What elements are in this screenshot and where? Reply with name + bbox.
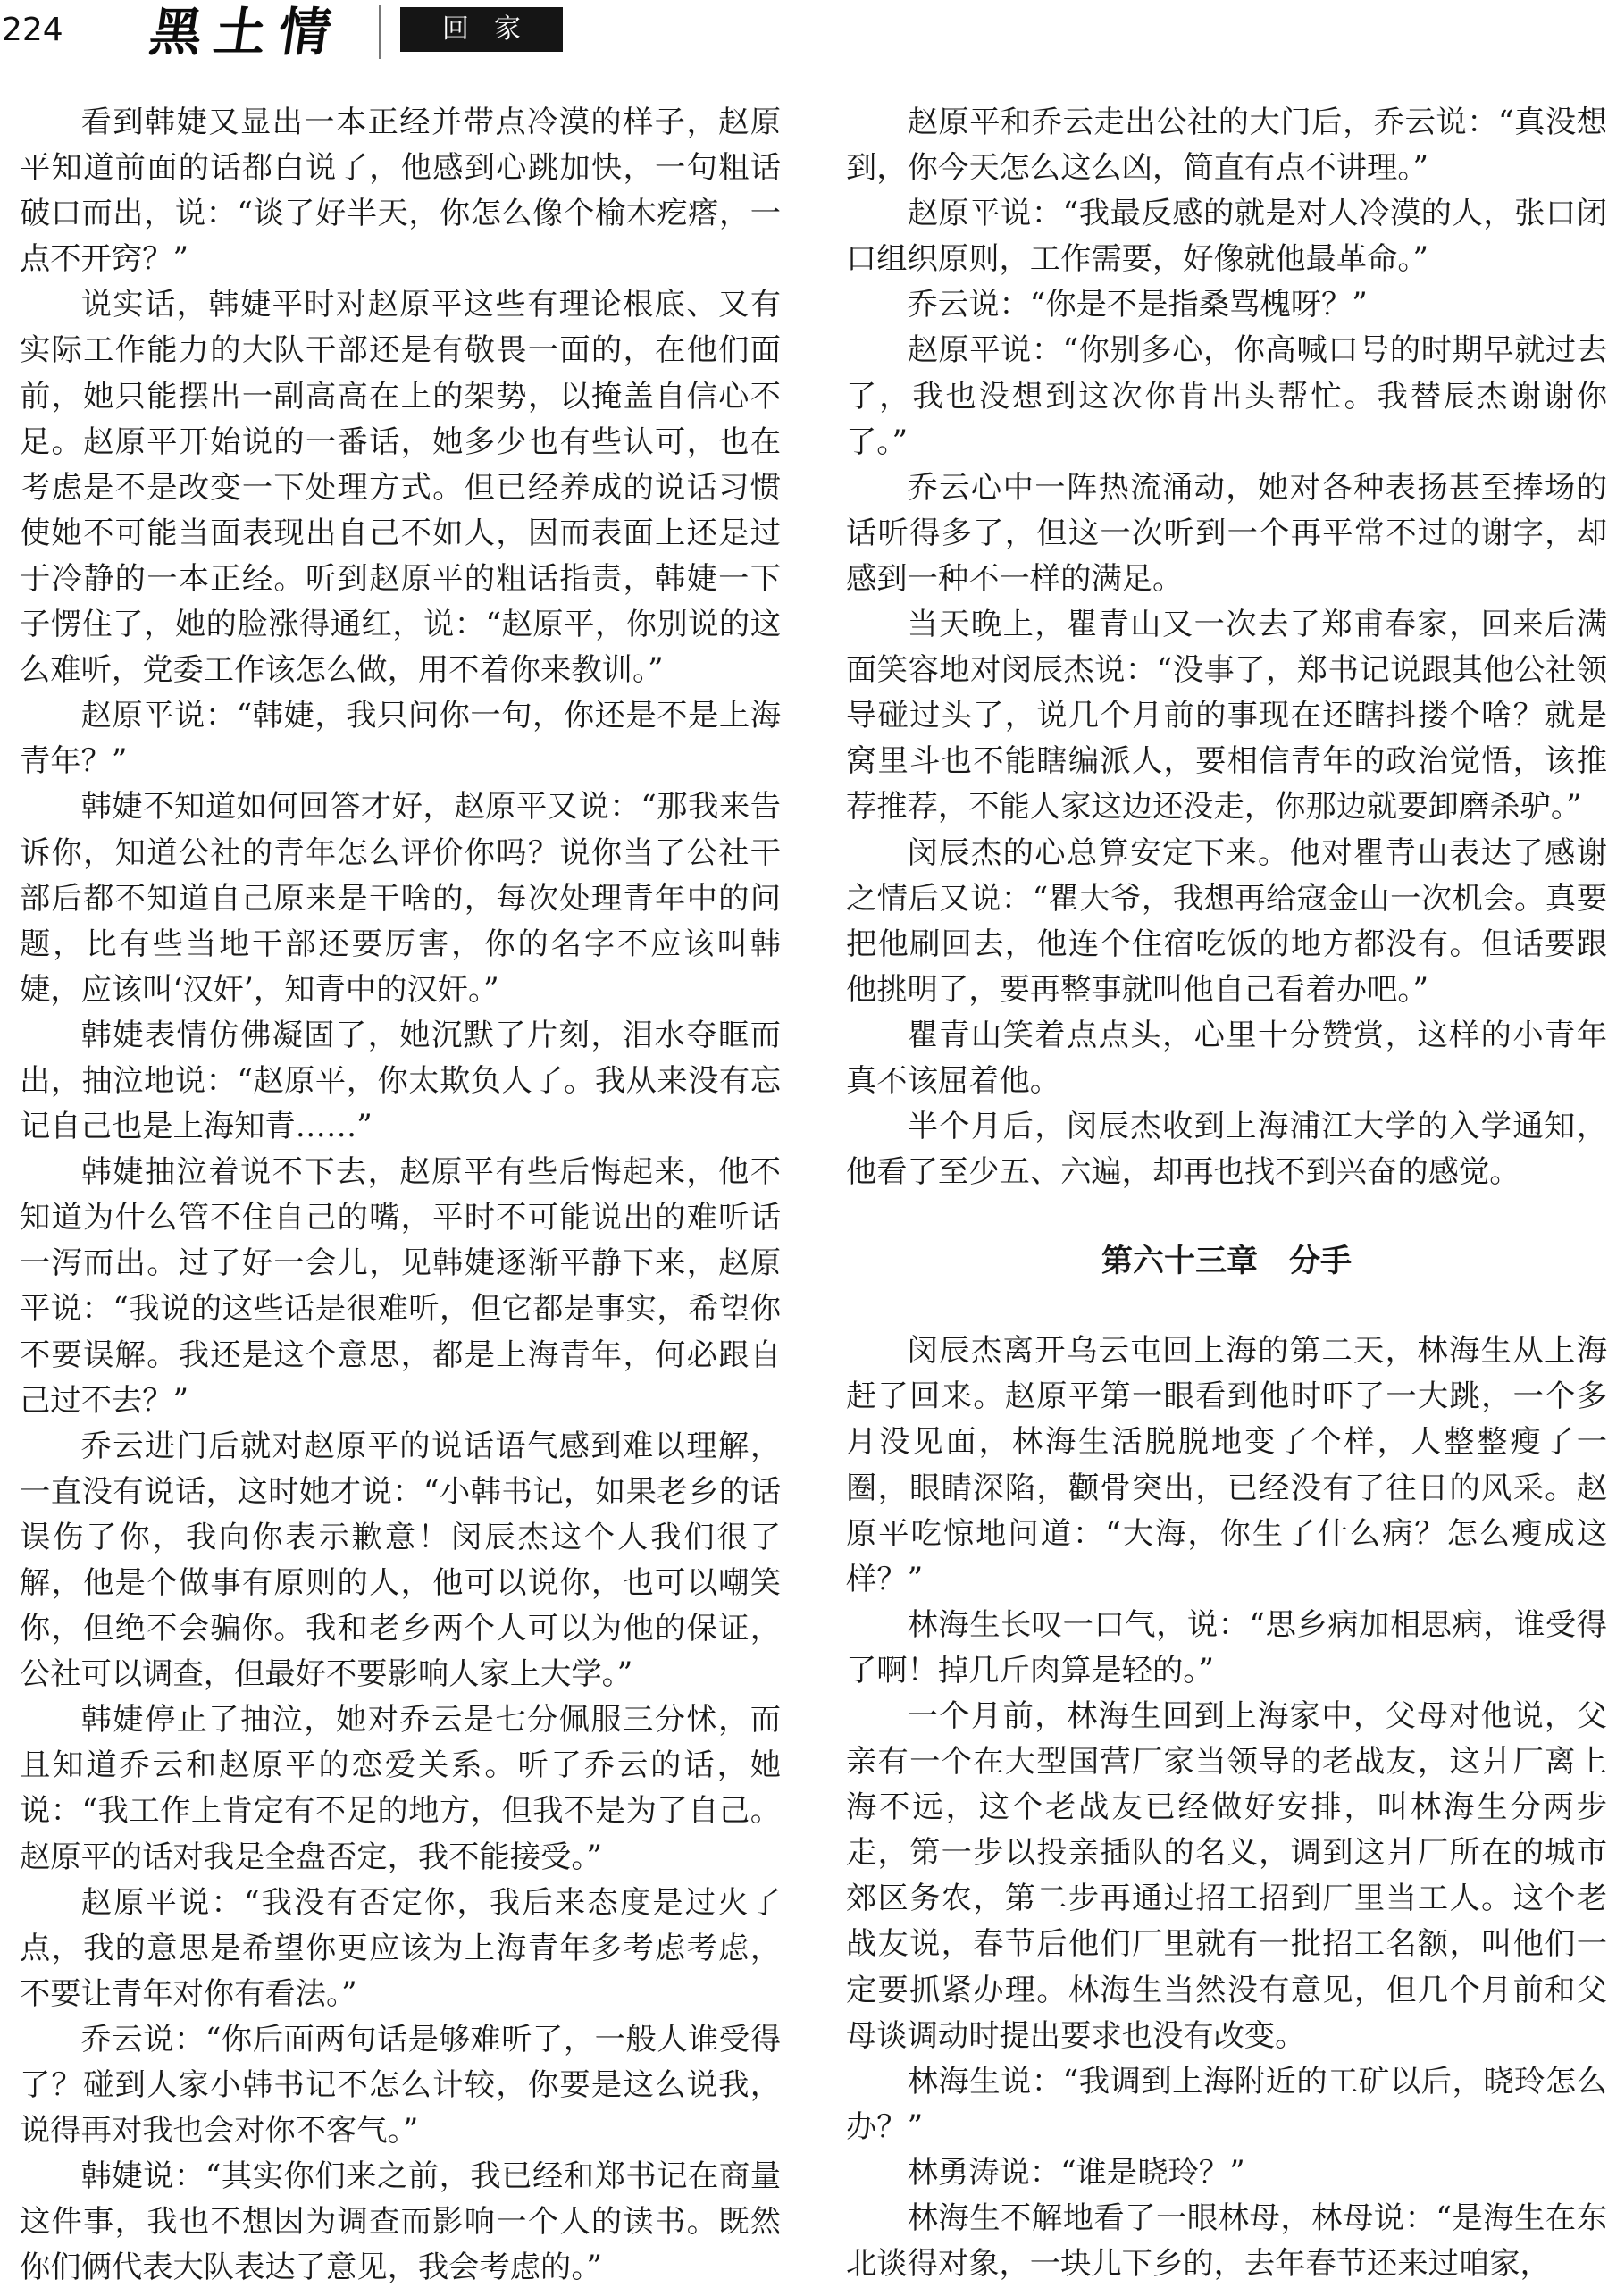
paragraph: 韩婕不知道如何回答才好，赵原平又说：“那我来告诉你，知道公社的青年怎么评价你吗？说你当了公社干部后都不知道自己原来是干啥的，每次处理青年中的问题，比有些当地干部还要厉害，你的名字不应该叫韩婕，应该叫‘汉奸’，知青中的汉奸。” xyxy=(20,789,781,1008)
paragraph: 林海生长叹一口气，说：“思乡病加相思病，谁受得了啊！掉几斤肉算是轻的。” xyxy=(846,1606,1607,1688)
left-column xyxy=(20,100,781,2292)
paragraph: 一个月前，林海生回到上海家中，父母对他说，父亲有一个在大型国营厂家当领导的老战友，这爿厂离上海不远，这个老战友已经做好安排，叫林海生分两步走，第一步以投亲插队的名义，调到这爿厂所在的城市郊区务农，第二步再通过招工招到厂里当工人。这个老战友说，春节后他们厂里就有一批招工名额，叫他们一定要抓紧办理。林海生当然没有意见，但几个月前和父母谈调动时提出要求也没有改变。 xyxy=(846,1698,1607,2054)
paragraph: 韩婕说：“其实你们来之前，我已经和郑书记在商量这件事，我也不想因为调查而影响一个人的读书。既然你们俩代表大队表达了意见，我会考虑的。” xyxy=(20,2158,781,2286)
paragraph: 林海生不解地看了一眼林母，林母说：“是海生在东北谈得对象，一块儿下乡的，去年春节还来过咱家， xyxy=(846,2200,1607,2283)
paragraph: 闵辰杰离开乌云屯回上海的第二天，林海生从上海赶了回来。赵原平第一眼看到他时吓了一大跳，一个多月没见面，林海生活脱脱地变了个样，人整整瘦了一圈，眼睛深陷，颧骨突出，已经没有了往日的风采。赵原平吃惊地问道：“大海，你生了什么病？怎么瘦成这样？” xyxy=(846,1333,1607,1597)
paragraph: 韩婕抽泣着说不下去，赵原平有些后悔起来，他不知道为什么管不住自己的嘴，平时不可能说出的难听话一泻而出。过了好一会儿，见韩婕逐渐平静下来，赵原平说：“我说的这些话是很难听，但它都是事实，希望你不要误解。我还是这个意思，都是上海青年，何必跟自己过不去？” xyxy=(20,1154,781,1419)
paragraph: 乔云心中一阵热流涌动，她对各种表扬甚至捧场的话听得多了，但这一次听到一个再平常不过的谢字，却感到一种不一样的满足。 xyxy=(846,469,1607,597)
paragraph: 赵原平说：“韩婕，我只问你一句，你还是不是上海青年？” xyxy=(20,698,781,780)
paragraph: 赵原平和乔云走出公社的大门后，乔云说：“真没想到，你今天怎么这么凶，简直有点不讲理。” xyxy=(846,105,1607,187)
paragraph: 瞿青山笑着点点头，心里十分赞赏，这样的小青年真不该屈着他。 xyxy=(846,1017,1607,1099)
section-tag: 回家 xyxy=(400,7,563,52)
right-column xyxy=(846,100,1607,2287)
paragraph: 看到韩婕又显出一本正经并带点冷漠的样子，赵原平知道前面的话都白说了，他感到心跳加快，一句粗话破口而出，说：“谈了好半天，你怎么像个榆木疙瘩，一点不开窍？” xyxy=(20,105,781,278)
paragraph: 乔云进门后就对赵原平的说话语气感到难以理解，一直没有说话，这时她才说：“小韩书记，如果老乡的话误伤了你，我向你表示歉意！闵辰杰这个人我们很了解，他是个做事有原则的人，他可以说你，也可以嘲笑你，但绝不会骗你。我和老乡两个人可以为他的保证，公社可以调查，但最好不要影响人家上大学。” xyxy=(20,1428,781,1693)
magazine-logo: 黑土情 xyxy=(146,2,348,63)
paragraph: 林勇涛说：“谁是晓玲？” xyxy=(907,2154,1245,2191)
paragraph: 当天晚上，瞿青山又一次去了郑甫春家，回来后满面笑容地对闵辰杰说：“没事了，郑书记说跟其他公社领导碰过头了，说几个月前的事现在还瞎抖搂个啥？就是窝里斗也不能瞎编派人，要相信青年的政治觉悟，该推荐推荐，不能人家这边还没走，你那边就要卸磨杀驴。” xyxy=(846,607,1607,825)
paragraph: 闵辰杰的心总算安定下来。他对瞿青山表达了感谢之情后又说：“瞿大爷，我想再给寇金山一次机会。真要把他刷回去，他连个住宿吃饭的地方都没有。但话要跟他挑明了，要再整事就叫他自己看着办吧。” xyxy=(846,834,1607,1008)
paragraph: 韩婕表情仿佛凝固了，她沉默了片刻，泪水夺眶而出，抽泣地说：“赵原平，你太欺负人了。我从来没有忘记自己也是上海知青……” xyxy=(20,1017,781,1145)
page-number: 224 xyxy=(2,12,63,48)
chapter-title: 第六十三章 分手 xyxy=(1101,1244,1352,1280)
paragraph: 半个月后，闵辰杰收到上海浦江大学的入学通知，他看了至少五、六遍，却再也找不到兴奋的感觉。 xyxy=(846,1109,1607,1191)
paragraph: 赵原平说：“我没有否定你，我后来态度是过火了点，我的意思是希望你更应该为上海青年多考虑考虑，不要让青年对你有看法。” xyxy=(20,1884,781,2012)
page-header xyxy=(0,0,1608,64)
paragraph: 乔云说：“你后面两句话是够难听了，一般人谁受得了？碰到人家小韩书记不怎么计较，你要是这么说我，说得再对我也会对你不客气。” xyxy=(20,2021,781,2149)
paragraph: 韩婕停止了抽泣，她对乔云是七分佩服三分怵，而且知道乔云和赵原平的恋爱关系。听了乔云的话，她说：“我工作上肯定有不足的地方，但我不是为了自己。赵原平的话对我是全盘否定，我不能接受。” xyxy=(20,1702,781,1875)
header-divider xyxy=(379,5,381,59)
paragraph: 说实话，韩婕平时对赵原平这些有理论根底、又有实际工作能力的大队干部还是有敬畏一面的，在他们面前，她只能摆出一副高高在上的架势，以掩盖自信心不足。赵原平开始说的一番话，她多少也有些认可，也在考虑是不是改变一下处理方式。但已经养成的说话习惯使她不可能当面表现出自己不如人，因而表面上还是过于冷静的一本正经。听到赵原平的粗话指责，韩婕一下子愣住了，她的脸涨得通红，说：“赵原平，你别说的这么难听，党委工作该怎么做，用不着你来教训。” xyxy=(20,287,781,689)
paragraph: 赵原平说：“你别多心，你高喊口号的时期早就过去了，我也没想到这次你肯出头帮忙。我替辰杰谢谢你了。” xyxy=(846,332,1607,460)
paragraph: 乔云说：“你是不是指桑骂槐呀？” xyxy=(907,287,1368,323)
paragraph: 林海生说：“我调到上海附近的工矿以后，晓玲怎么办？” xyxy=(846,2063,1607,2145)
paragraph: 赵原平说：“我最反感的就是对人冷漠的人，张口闭口组织原则，工作需要，好像就他最革命。” xyxy=(846,196,1607,278)
